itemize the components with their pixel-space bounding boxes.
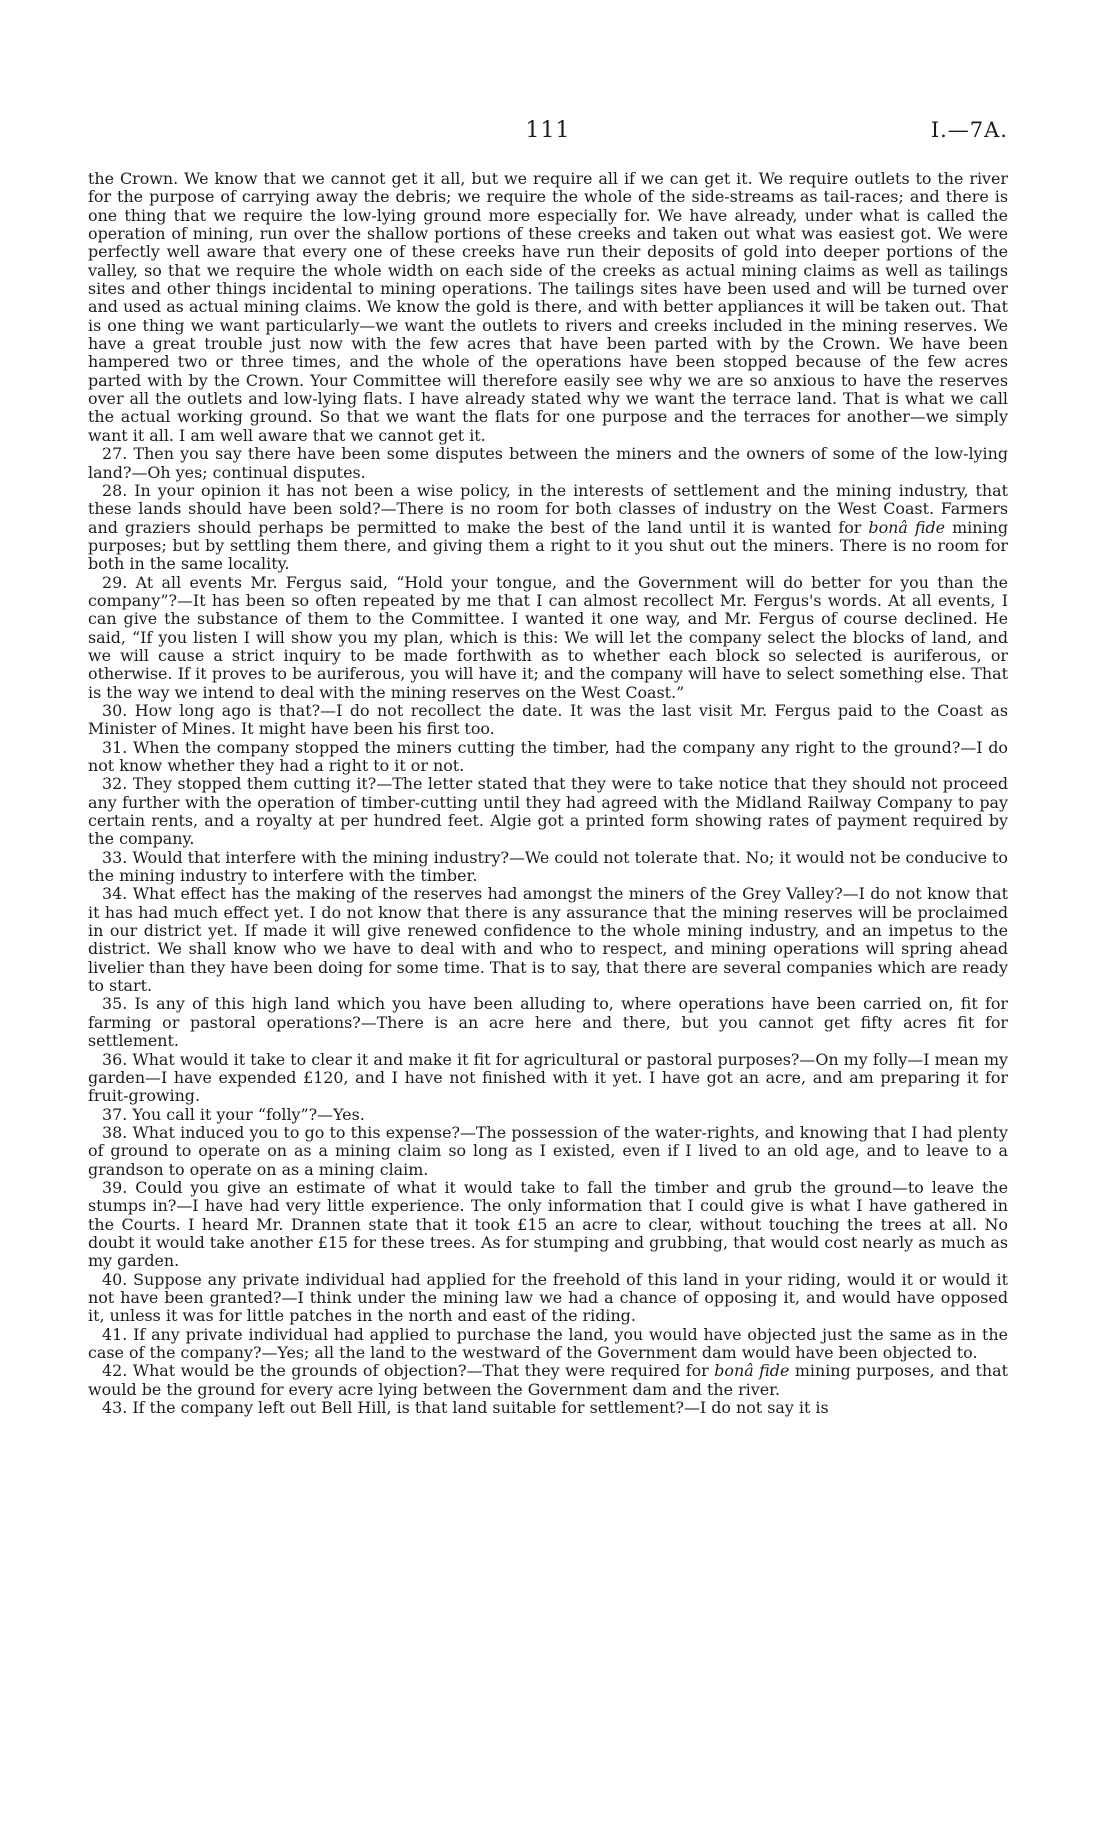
question-paragraph [88,995,1008,1050]
text-segment: 42. What would be the grounds of objection?—That they were required for [102,1361,715,1381]
text-segment: 35. Is any of this high land which you have been alluding to, where operations have been carried on, fit for farming or pastoral operations?—There is an acre here and there, but you cannot get fifty acres fit for settlement. [88,994,1008,1051]
question-paragraph [88,1399,1008,1417]
question-paragraph [88,482,1008,574]
text-segment: the Crown. We know that we cannot get it all, but we require all if we can get it. We require outlets to the river for the purpose of carrying away the debris; we require the whole of the side-streams as tail-races; and there is one thing that we require the low-lying ground more especially for. We have already, under what is called the operation of mining, run over the shallow portions of these creeks and taken out what was easiest got. We were perfectly well aware that every one of these creeks have run their deposits of gold into deeper portions of the valley, so that we require the whole width on each side of the creeks as actual mining claims as well as tailings sites and other things incidental to mining operations. The tailings sites have been used and will be turned over and used as actual mining claims. We know the gold is there, and with better appliances it will be taken out. That is one thing we want particularly—we want the outlets to rivers and creeks included in the mining reserves. We have a great trouble just now with the few acres that have been parted with by the Crown. We have been hampered two or three times, and the whole of the operations have been stopped because of the few acres parted with by the Crown. Your Committee will therefore easily see why we are so anxious to have the reserves over all the outlets and low-lying flats. I have already stated why we want the terrace land. That is what we call the actual working ground. So that we want the flats for one purpose and the terraces for another—we simply want it all. I am well aware that we cannot get it. [88,169,1008,445]
question-paragraph [88,849,1008,886]
text-segment: 28. In your opinion it has not been a wise policy, in the interests of settlement and the mining industry, that these lands should have been sold?—There is no room for both classes of industry on the West Coast. Farmers and graziers should perhaps be permitted to make the best of the land until it is wanted for [88,480,1008,537]
text-segment: 36. What would it take to clear it and make it fit for agricultural or pastoral purposes?—On my folly—I mean my garden—I have expended £120, and I have not finished with it yet. I have got an acre, and am preparing it for fruit-growing. [88,1049,1008,1106]
italic-phrase: bonâ fide [714,1361,790,1381]
question-paragraph [88,1179,1008,1271]
text-segment: 40. Suppose any private individual had applied for the freehold of this land in your riding, would it or would it not have been granted?—I think under the mining law we had a chance of opposing it, and would have opposed it, unless it was for little patches in the north and east of the riding. [88,1269,1008,1326]
italic-phrase: bonâ fide [868,517,946,537]
question-paragraph [88,1362,1008,1399]
text-segment: 32. They stopped them cutting it?—The letter stated that they were to take notice that they should not proceed any further with the operation of timber-cutting until they had agreed with the Midland Railway Company to pay certain rents, and a royalty at per hundred feet. Algie got a printed form showing rates of payment required by the company. [88,774,1008,849]
body-text [88,170,1008,1417]
text-segment: 29. At all events Mr. Fergus said, “Hold your tongue, and the Government will do better for you than the company”?—It has been so often repeated by me that I can almost recollect Mr. Fergus's words. At all events, I can give the substance of them to the Committee. I wanted it one way, and Mr. Fergus of course declined. He said, “If you listen I will show you my plan, which is this: We will let the company select the blocks of land, and we will cause a strict inquiry to be made forthwith as to whether each block so selected is auriferous, or otherwise. If it proves to be auriferous, you will have it; and the company will have to select something else. That is the way we intend to deal with the mining reserves on the West Coast.” [88,572,1008,702]
question-paragraph [88,1051,1008,1106]
question-paragraph [88,574,1008,702]
text-segment: 34. What effect has the making of the reserves had amongst the miners of the Grey Valley?—I do not know that it has had much effect yet. I do not know that there is any assurance that the mining reserves will be proclaimed in our district yet. If made it will give renewed confidence to the whole mining industry, and an impetus to the district. We shall know who we have to deal with and who to respect, and mining operations will spring ahead livelier than they have been doing for some time. That is to say, that there are several companies which are ready to start. [88,884,1008,996]
text-segment: 37. You call it your “folly”?—Yes. [102,1104,365,1124]
text-segment: mining purposes, and that would be the ground for every acre lying between the Government dam and the river. [88,1361,1008,1399]
question-paragraph [88,702,1008,739]
text-segment: 43. If the company left out Bell Hill, is that land suitable for settlement?—I do not say it is [102,1398,829,1418]
text-segment: 39. Could you give an estimate of what it would take to fall the timber and grub the ground—to leave the stumps in?—I have had very little experience. The only information that I could give is what I have gathered in the Courts. I heard Mr. Drannen state that it took £15 an acre to clear, without touching the trees at all. No doubt it would take another £15 for these trees. As for stumping and grubbing, that would cost nearly as much as my garden. [88,1177,1008,1271]
question-paragraph [88,739,1008,776]
document-page [88,0,1008,1828]
document-reference: I.—7A. [930,118,1008,142]
page-number: 111 [525,118,571,143]
question-paragraph [88,445,1008,482]
text-segment: 33. Would that interfere with the mining industry?—We could not tolerate that. No; it would not be conducive to the mining industry to interfere with the timber. [88,847,1008,886]
question-paragraph [88,775,1008,848]
text-segment: 27. Then you say there have been some disputes between the miners and the owners of some of the low-lying land?—Oh yes; continual disputes. [88,444,1008,482]
text-segment: mining purposes; but by settling them there, and giving them a right to it you shut out the miners. There is no room for both in the same locality. [88,517,1008,574]
continuation-paragraph [88,170,1008,445]
question-paragraph [88,1124,1008,1179]
question-paragraph [88,1106,1008,1124]
question-paragraph [88,885,1008,995]
text-segment: 31. When the company stopped the miners cutting the timber, had the company any right to the ground?—I do not know whether they had a right to it or not. [88,737,1008,775]
text-segment: 41. If any private individual had applied to purchase the land, you would have objected just the same as in the case of the company?—Yes; all the land to the westward of the Government dam would have been objected to. [88,1324,1008,1362]
text-segment: 38. What induced you to go to this expense?—The possession of the water-rights, and knowing that I had plenty of ground to operate on as a mining claim so long as I existed, even if I lived to an old age, and to leave to a grandson to operate on as a mining claim. [88,1122,1008,1179]
question-paragraph [88,1271,1008,1326]
question-paragraph [88,1326,1008,1363]
text-segment: 30. How long ago is that?—I do not recollect the date. It was the last visit Mr. Fergus paid to the Coast as Minister of Mines. It might have been his first too. [88,700,1008,739]
page-header [88,118,1008,148]
